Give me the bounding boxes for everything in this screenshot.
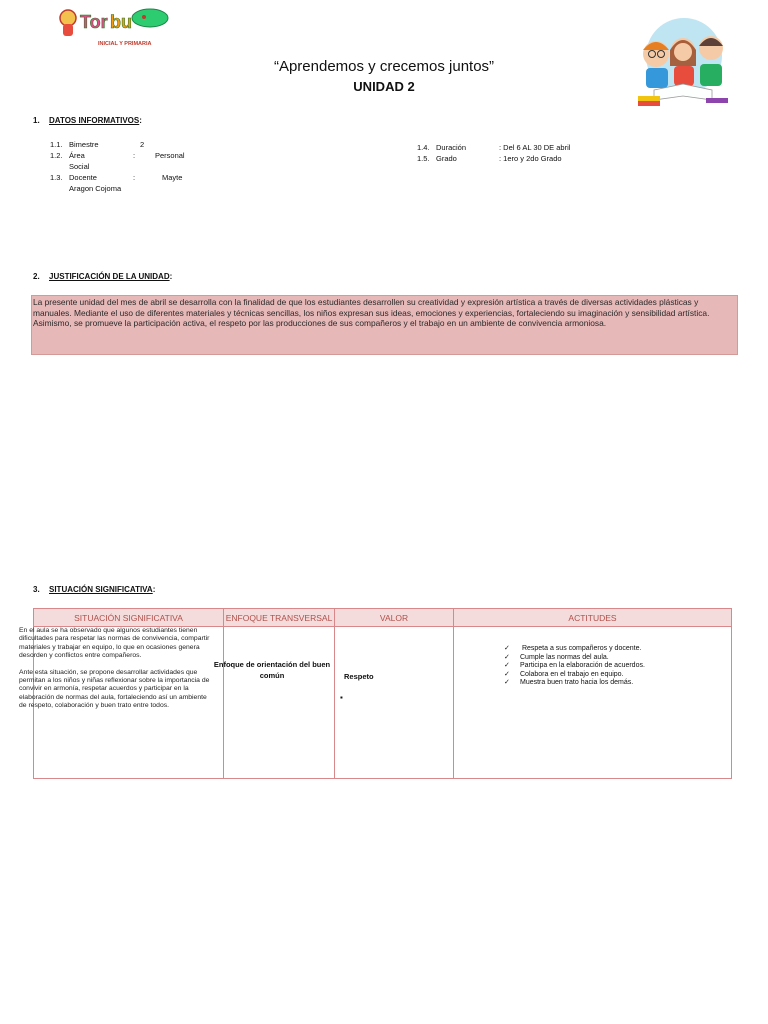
actitudes-cell bbox=[454, 627, 732, 779]
list-item: ✓ Cumple las normas del aula. bbox=[504, 654, 731, 663]
school-logo bbox=[58, 4, 176, 48]
info-value: : Del 6 AL 30 DE abril bbox=[499, 143, 571, 152]
enfoque-cell bbox=[213, 627, 335, 779]
logo-caption: INICIAL Y PRIMARIA bbox=[98, 41, 152, 47]
unit-subtitle: UNIDAD 2 bbox=[353, 79, 415, 94]
svg-text:Tor: Tor bbox=[80, 12, 108, 32]
info-item-area bbox=[50, 150, 200, 161]
col-header-enfoque: ENFOQUE TRANSVERSAL bbox=[224, 609, 335, 627]
info-value: : 1ero y 2do Grado bbox=[499, 154, 562, 163]
list-item: ✓ Colabora en el trabajo en equipo. bbox=[504, 671, 731, 680]
info-sep: : bbox=[133, 151, 136, 160]
info-wrap: Aragon Cojoma bbox=[69, 184, 122, 193]
unit-title: “Aprendemos y crecemos juntos” bbox=[273, 58, 495, 75]
logo-mascot-icon bbox=[60, 10, 76, 36]
col-header-actitudes: ACTITUDES bbox=[454, 609, 732, 627]
table-row bbox=[34, 627, 732, 779]
section-2-heading bbox=[33, 272, 172, 281]
section-2-label: JUSTIFICACIÓN DE LA UNIDAD bbox=[49, 272, 170, 281]
info-num: 1.4. bbox=[417, 143, 430, 152]
section-1-number: 1. bbox=[33, 116, 40, 125]
section-1-colon: : bbox=[139, 116, 142, 125]
section-1-label: DATOS INFORMATIVOS bbox=[49, 116, 140, 125]
logo-leaf-icon bbox=[132, 9, 168, 27]
info-num: 1.5. bbox=[417, 154, 430, 163]
svg-text:bu: bu bbox=[110, 12, 132, 32]
valor-text: Respeto bbox=[344, 672, 374, 681]
info-key: Bimestre bbox=[69, 140, 99, 149]
info-key: Docente bbox=[69, 173, 97, 182]
info-left-list bbox=[50, 139, 200, 194]
section-3-colon: : bbox=[152, 585, 156, 594]
info-num: 1.3. bbox=[50, 173, 63, 182]
enfoque-text: Enfoque de orientación del buen común bbox=[213, 660, 331, 680]
info-sep: : bbox=[133, 173, 136, 182]
situation-paragraph-2: Ante esta situación, se propone desarrollar actividades que permitan a los niños y niñas reflexionar sobre la importancia de convivir en armonía, respetar acuerdos y participar en la elaboración de normas del aula, fortaleciendo así un ambiente de respeto, colaboración y buen trato entre todos. bbox=[19, 668, 210, 710]
situation-cell bbox=[19, 627, 224, 779]
info-item-duracion bbox=[417, 142, 637, 153]
info-key: Área bbox=[69, 151, 85, 160]
situation-paragraph-1: En el aula se ha observado que algunos estudiantes tienen dificultades para respetar las normas de convivencia, compartir materiales y trabajar en equipo, lo que en ocasiones genera desorden y conflictos entre compañeros. bbox=[19, 627, 210, 660]
section-3-heading bbox=[33, 585, 155, 594]
section-2-colon: : bbox=[169, 272, 173, 281]
section-3-label: SITUACIÓN SIGNIFICATIVA bbox=[49, 585, 153, 594]
col-header-valor: VALOR bbox=[335, 609, 454, 627]
list-item: ✓ Muestra buen trato hacia los demás. bbox=[504, 679, 731, 688]
justification-box bbox=[31, 295, 738, 355]
info-value: 2 bbox=[140, 140, 145, 149]
section-2-number: 2. bbox=[33, 272, 40, 281]
list-item: ✓ Respeta a sus compañeros y docente. bbox=[504, 645, 731, 654]
info-wrap: Social bbox=[69, 162, 90, 171]
info-value: Personal bbox=[155, 151, 185, 160]
section-1-heading bbox=[33, 116, 142, 125]
info-num: 1.2. bbox=[50, 151, 63, 160]
valor-cell bbox=[335, 627, 454, 779]
valor-bullet: ▪ bbox=[340, 693, 343, 702]
info-right-list bbox=[417, 142, 637, 164]
justification-text: La presente unidad del mes de abril se desarrolla con la finalidad de que los estudiantes desarrollen su creatividad y expresión artística a través de diversas actividades plásticas y manuales. Mediante el uso de diferentes materiales y técnicas sencillas, los niños expresan sus ideas, emociones y experiencias, fortaleciendo su imaginación y sensibilidad artística. Asimismo, se promueve la participación activa, el respeto por las producciones de sus compañeros y el trabajo en un ambiente de convivencia armoniosa. bbox=[33, 297, 710, 329]
info-key: Duración bbox=[436, 143, 467, 152]
situation-text bbox=[19, 627, 223, 711]
info-item-bimestre bbox=[50, 139, 200, 150]
list-item: ✓ Participa en la elaboración de acuerdos. bbox=[504, 662, 731, 671]
info-value: Mayte bbox=[162, 173, 183, 182]
info-num: 1.1. bbox=[50, 140, 63, 149]
info-item-grado bbox=[417, 153, 637, 164]
situation-table bbox=[19, 608, 732, 779]
info-item-docente bbox=[50, 172, 200, 183]
actitudes-list bbox=[504, 645, 731, 688]
situation-table-header bbox=[34, 609, 732, 627]
col-header-situacion: SITUACIÓN SIGNIFICATIVA bbox=[34, 609, 224, 627]
section-3-number: 3. bbox=[33, 585, 40, 594]
info-key: Grado bbox=[436, 154, 457, 163]
